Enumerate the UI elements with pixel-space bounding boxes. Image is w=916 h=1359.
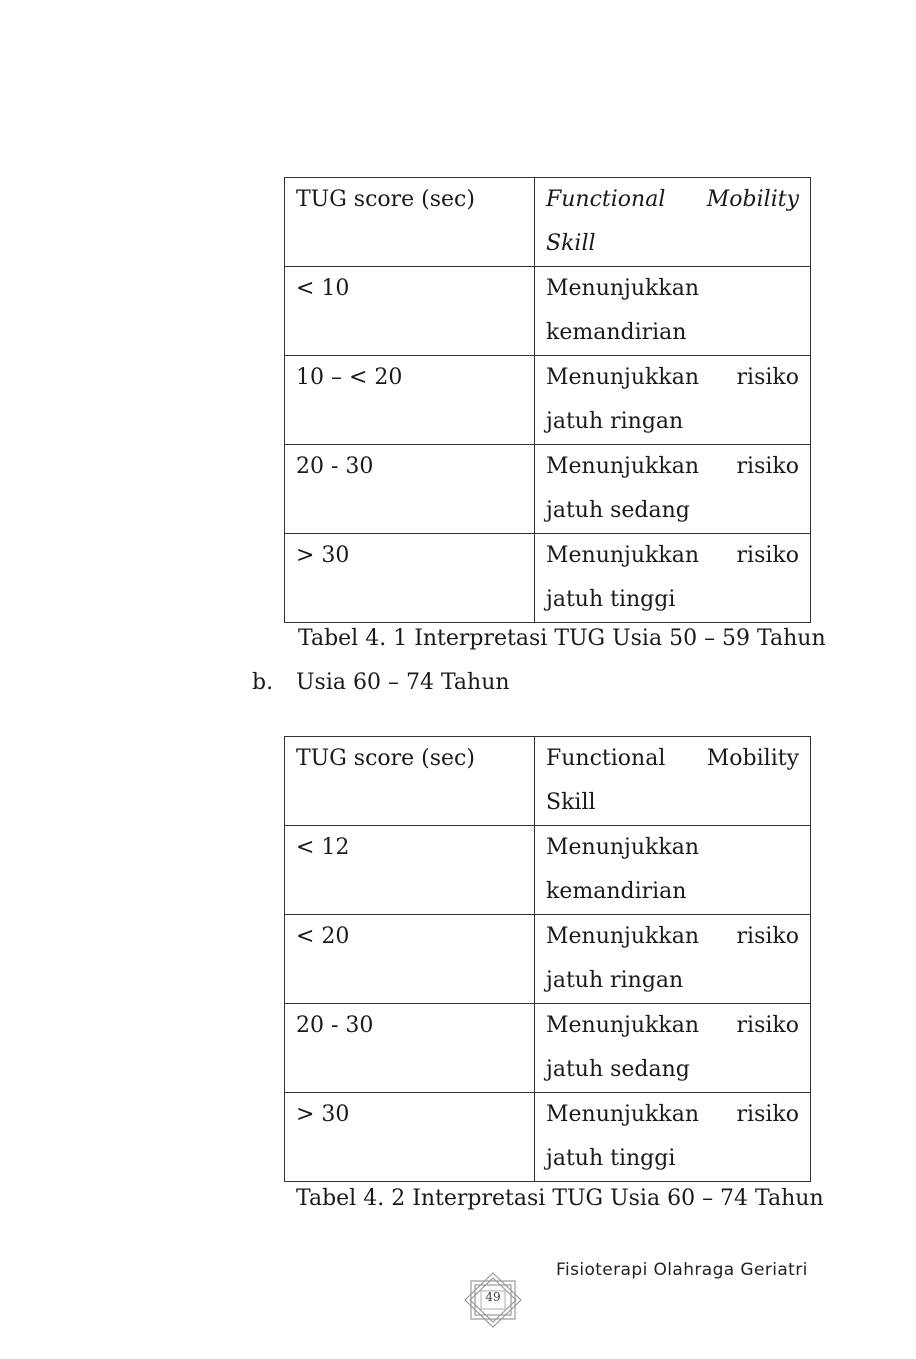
skill-word-2: risiko	[736, 1102, 799, 1127]
score-text: > 30	[296, 543, 350, 568]
header-word-2: Mobility	[706, 746, 799, 771]
score-cell	[285, 267, 535, 356]
skill-word-1: Menunjukkan	[546, 543, 699, 568]
skill-word-1: Menunjukkan	[546, 454, 699, 479]
skill-word-2: risiko	[736, 543, 799, 568]
score-text: > 30	[296, 1102, 350, 1127]
header-tug-score-text: TUG score (sec)	[296, 746, 475, 771]
skill-word-1: Menunjukkan	[546, 924, 699, 949]
skill-line-2: jatuh sedang	[546, 498, 690, 523]
skill-cell	[535, 1093, 811, 1182]
skill-line-2: kemandirian	[546, 320, 687, 345]
header-word-1: Functional	[546, 746, 666, 771]
skill-word-1: Menunjukkan	[546, 1102, 699, 1127]
skill-line-2: kemandirian	[546, 879, 687, 904]
header-tug-score	[285, 178, 535, 267]
score-text: 10 – < 20	[296, 365, 403, 390]
skill-cell	[535, 1004, 811, 1093]
skill-line-2: jatuh sedang	[546, 1057, 690, 1082]
score-cell	[285, 445, 535, 534]
table-row	[285, 356, 811, 445]
score-cell	[285, 534, 535, 623]
score-cell	[285, 915, 535, 1004]
skill-word-2: risiko	[736, 924, 799, 949]
tug-table-60-74	[284, 736, 811, 1182]
skill-cell	[535, 267, 811, 356]
header-word-2: Mobility	[706, 187, 799, 212]
header-tug-score	[285, 737, 535, 826]
header-word-1: Functional	[546, 187, 666, 212]
list-letter: b.	[252, 670, 274, 695]
header-word-3: Skill	[546, 790, 596, 815]
score-text: < 12	[296, 835, 350, 860]
table-row	[285, 534, 811, 623]
skill-line-2: jatuh tinggi	[546, 1146, 676, 1171]
header-word-3: Skill	[546, 231, 596, 256]
skill-word-2: risiko	[736, 454, 799, 479]
table-caption-2: Tabel 4. 2 Interpretasi TUG Usia 60 – 74 Tahun	[296, 1186, 824, 1211]
score-cell	[285, 356, 535, 445]
table-header-row	[285, 178, 811, 267]
skill-word-2: risiko	[736, 1013, 799, 1038]
table-row	[285, 1093, 811, 1182]
header-functional-mobility	[535, 178, 811, 267]
page-number: 49	[485, 1290, 501, 1304]
table-row	[285, 915, 811, 1004]
book-title: Fisioterapi Olahraga Geriatri	[556, 1260, 808, 1280]
table-row	[285, 445, 811, 534]
skill-cell	[535, 445, 811, 534]
skill-cell	[535, 534, 811, 623]
score-text: < 20	[296, 924, 350, 949]
header-tug-score-text: TUG score (sec)	[296, 187, 475, 212]
skill-word-1: Menunjukkan	[546, 365, 699, 390]
skill-word-2: risiko	[736, 365, 799, 390]
skill-cell	[535, 826, 811, 915]
score-cell	[285, 1093, 535, 1182]
score-cell	[285, 1004, 535, 1093]
skill-word-1: Menunjukkan	[546, 1013, 699, 1038]
score-text: < 10	[296, 276, 350, 301]
table-row	[285, 826, 811, 915]
score-text: 20 - 30	[296, 454, 374, 479]
header-functional-mobility	[535, 737, 811, 826]
skill-line-1: Menunjukkan	[546, 276, 699, 301]
score-cell	[285, 826, 535, 915]
skill-line-2: jatuh ringan	[546, 968, 684, 993]
skill-cell	[535, 356, 811, 445]
table-row	[285, 1004, 811, 1093]
skill-line-1: Menunjukkan	[546, 835, 699, 860]
skill-line-2: jatuh tinggi	[546, 587, 676, 612]
skill-line-2: jatuh ringan	[546, 409, 684, 434]
subheading: Usia 60 – 74 Tahun	[296, 670, 510, 695]
score-text: 20 - 30	[296, 1013, 374, 1038]
table-row	[285, 267, 811, 356]
table-header-row	[285, 737, 811, 826]
skill-cell	[535, 915, 811, 1004]
table-caption-1: Tabel 4. 1 Interpretasi TUG Usia 50 – 59 Tahun	[298, 626, 826, 651]
tug-table-50-59	[284, 177, 811, 623]
